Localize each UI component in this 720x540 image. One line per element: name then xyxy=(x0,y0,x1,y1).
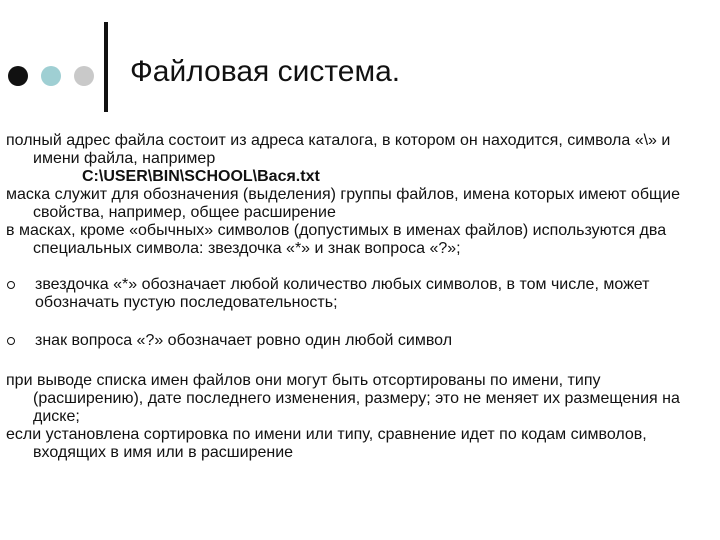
list-item xyxy=(6,276,712,312)
paragraph-comparison: если установлена сортировка по имени или типу, сравнение идет по кодам символов, входящих в имя или в расширение xyxy=(6,426,647,461)
circle-bullet-icon xyxy=(7,281,15,289)
bullet-dot-black-icon xyxy=(8,66,28,86)
paragraph-mask: маска служит для обозначения (выделения) группы файлов, имена которых имеют общие свойства, например, общее расширение xyxy=(6,186,680,221)
example-path: C:\USER\BIN\SCHOOL\Вася.txt xyxy=(82,168,320,185)
paragraph-special-chars: в масках, кроме «обычных» символов (допустимых в именах файлов) используются два специальных символа: звездочка «*» и знак вопроса «?»; xyxy=(6,222,667,257)
spacer xyxy=(6,258,712,276)
slide-body xyxy=(6,132,712,462)
circle-bullet-icon xyxy=(7,337,15,345)
paragraph-full-path-text: полный адрес файла состоит из адреса каталога, в котором он находится, символа «\» и имени файла, например xyxy=(6,132,671,167)
bullet-dot-gray-icon xyxy=(74,66,94,86)
spacer xyxy=(6,350,712,372)
slide-title: Файловая система. xyxy=(130,55,401,88)
paragraph-full-path xyxy=(6,132,712,186)
bullet-dot-teal-icon xyxy=(41,66,61,86)
bullet-asterisk: звездочка «*» обозначает любой количество любых символов, в том числе, может обозначать пустую последовательность; xyxy=(35,276,650,311)
title-divider xyxy=(104,22,108,112)
list-item xyxy=(6,332,712,350)
spacer xyxy=(6,312,712,332)
bullet-question-mark: знак вопроса «?» обозначает ровно один любой символ xyxy=(35,332,453,349)
paragraph-sorting: при выводе списка имен файлов они могут быть отсортированы по имени, типу (расширению), дате последнего изменения, размеру; это не меняет их размещения на диске; xyxy=(6,372,680,425)
